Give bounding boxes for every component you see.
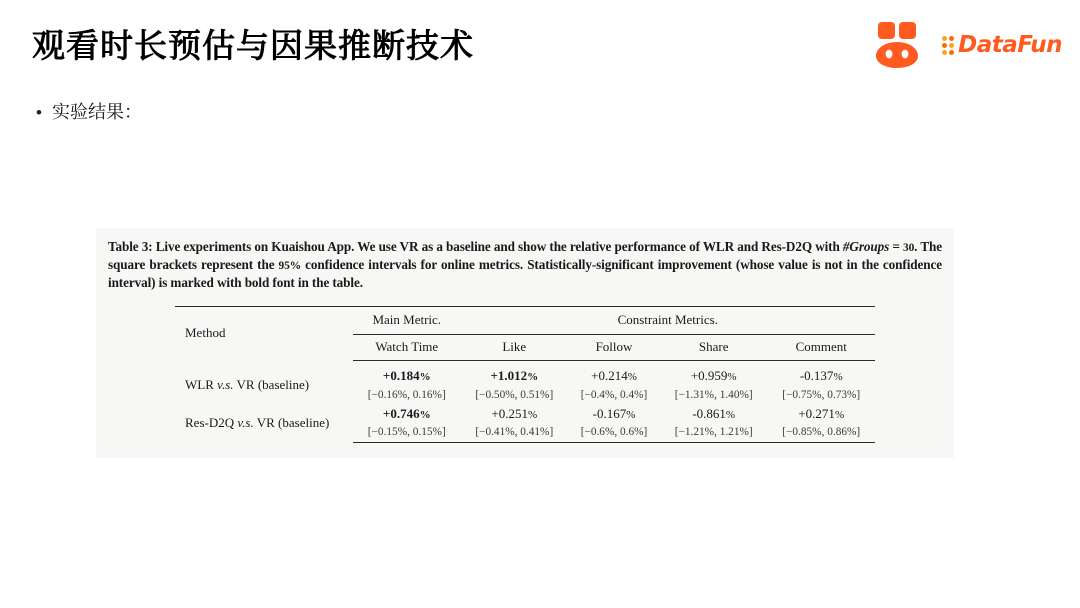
column-header-watch-time: Watch Time [353, 334, 461, 360]
cell-value-watch-time: +0.746% [382, 405, 431, 421]
cell-value-follow: -0.167% [592, 405, 636, 421]
caption-groups-term: #Groups [842, 239, 890, 254]
caption-groups-value: 30 [902, 242, 915, 254]
cell-value-share: +0.959% [690, 367, 737, 383]
cell-value-comment: -0.137% [799, 367, 843, 383]
cell-ci-like: [−0.41%, 0.41%] [461, 423, 569, 442]
bullet-label: 实验结果： [51, 102, 142, 122]
cell-ci-comment: [−0.75%, 0.73%] [782, 388, 861, 401]
datafun-dots-icon [942, 36, 954, 55]
group-header-main-metric: Main Metric. [353, 306, 461, 334]
row-method-name: Res-D2Q [185, 415, 235, 431]
caption-part-1: Table 3: Live experiments on Kuaishou App. We use VR as a baseline and show the relative performance of WLR and Res-D2Q with [108, 239, 843, 254]
table-group-header-row [175, 306, 875, 334]
cell-ci-share: [−1.21%, 1.21%] [660, 423, 768, 442]
cell-ci-comment: [−0.85%, 0.86%] [767, 423, 875, 442]
bullet-item [36, 98, 142, 124]
caption-part-7: confidence intervals for online metrics. Statistically-significant improvement (whose value is not in the confidence interval) is marked with bold font in the table. [108, 257, 942, 291]
branding-logos [868, 22, 1062, 68]
datafun-wordmark: DataFun [958, 32, 1062, 58]
cell-value-like: +1.012% [490, 367, 539, 383]
column-header-share: Share [660, 334, 768, 360]
row-method-vs: v.s. [217, 377, 234, 393]
row-method-baseline: VR (baseline) [256, 415, 330, 431]
page-title: 观看时长预估与因果推断技术 [32, 27, 474, 64]
row-method-vs: v.s. [237, 415, 254, 431]
cell-value-comment: +0.271% [798, 405, 845, 421]
method-header: Method [175, 306, 353, 360]
row-method-wlr [175, 366, 353, 404]
caption-part-3: = [889, 239, 903, 254]
caption-confidence-level: 95% [278, 260, 302, 273]
row-method-name: WLR [185, 377, 214, 393]
cell-ci-follow: [−0.6%, 0.6%] [568, 423, 660, 442]
cell-value-follow: +0.214% [591, 367, 637, 383]
cell-ci-watch-time: [−0.16%, 0.16%] [367, 388, 446, 401]
column-header-like: Like [461, 334, 569, 360]
table-row [175, 366, 875, 385]
column-header-comment: Comment [767, 334, 875, 360]
cell-ci-watch-time: [−0.15%, 0.15%] [353, 423, 461, 442]
cell-value-like: +0.251% [491, 405, 538, 421]
kuaishou-logo [868, 22, 920, 68]
cell-ci-follow: [−0.4%, 0.4%] [580, 388, 648, 401]
results-table [175, 306, 875, 443]
cell-value-share: -0.861% [692, 405, 736, 421]
cell-ci-share: [−1.31%, 1.40%] [674, 388, 753, 401]
row-method-res-d2q [175, 404, 353, 442]
group-header-constraint-metrics: Constraint Metrics. [461, 306, 875, 334]
datafun-logo [942, 32, 1062, 58]
figure-caption [104, 238, 946, 292]
cell-value-watch-time: +0.184% [382, 367, 431, 383]
column-header-follow: Follow [568, 334, 660, 360]
row-method-baseline: VR (baseline) [236, 377, 310, 393]
caption-part-5: . The square brackets represent the [108, 239, 943, 273]
cell-ci-like: [−0.50%, 0.51%] [475, 388, 554, 401]
table-row [175, 404, 875, 423]
bullet-marker-icon: • [36, 103, 42, 122]
paper-figure [96, 228, 954, 458]
